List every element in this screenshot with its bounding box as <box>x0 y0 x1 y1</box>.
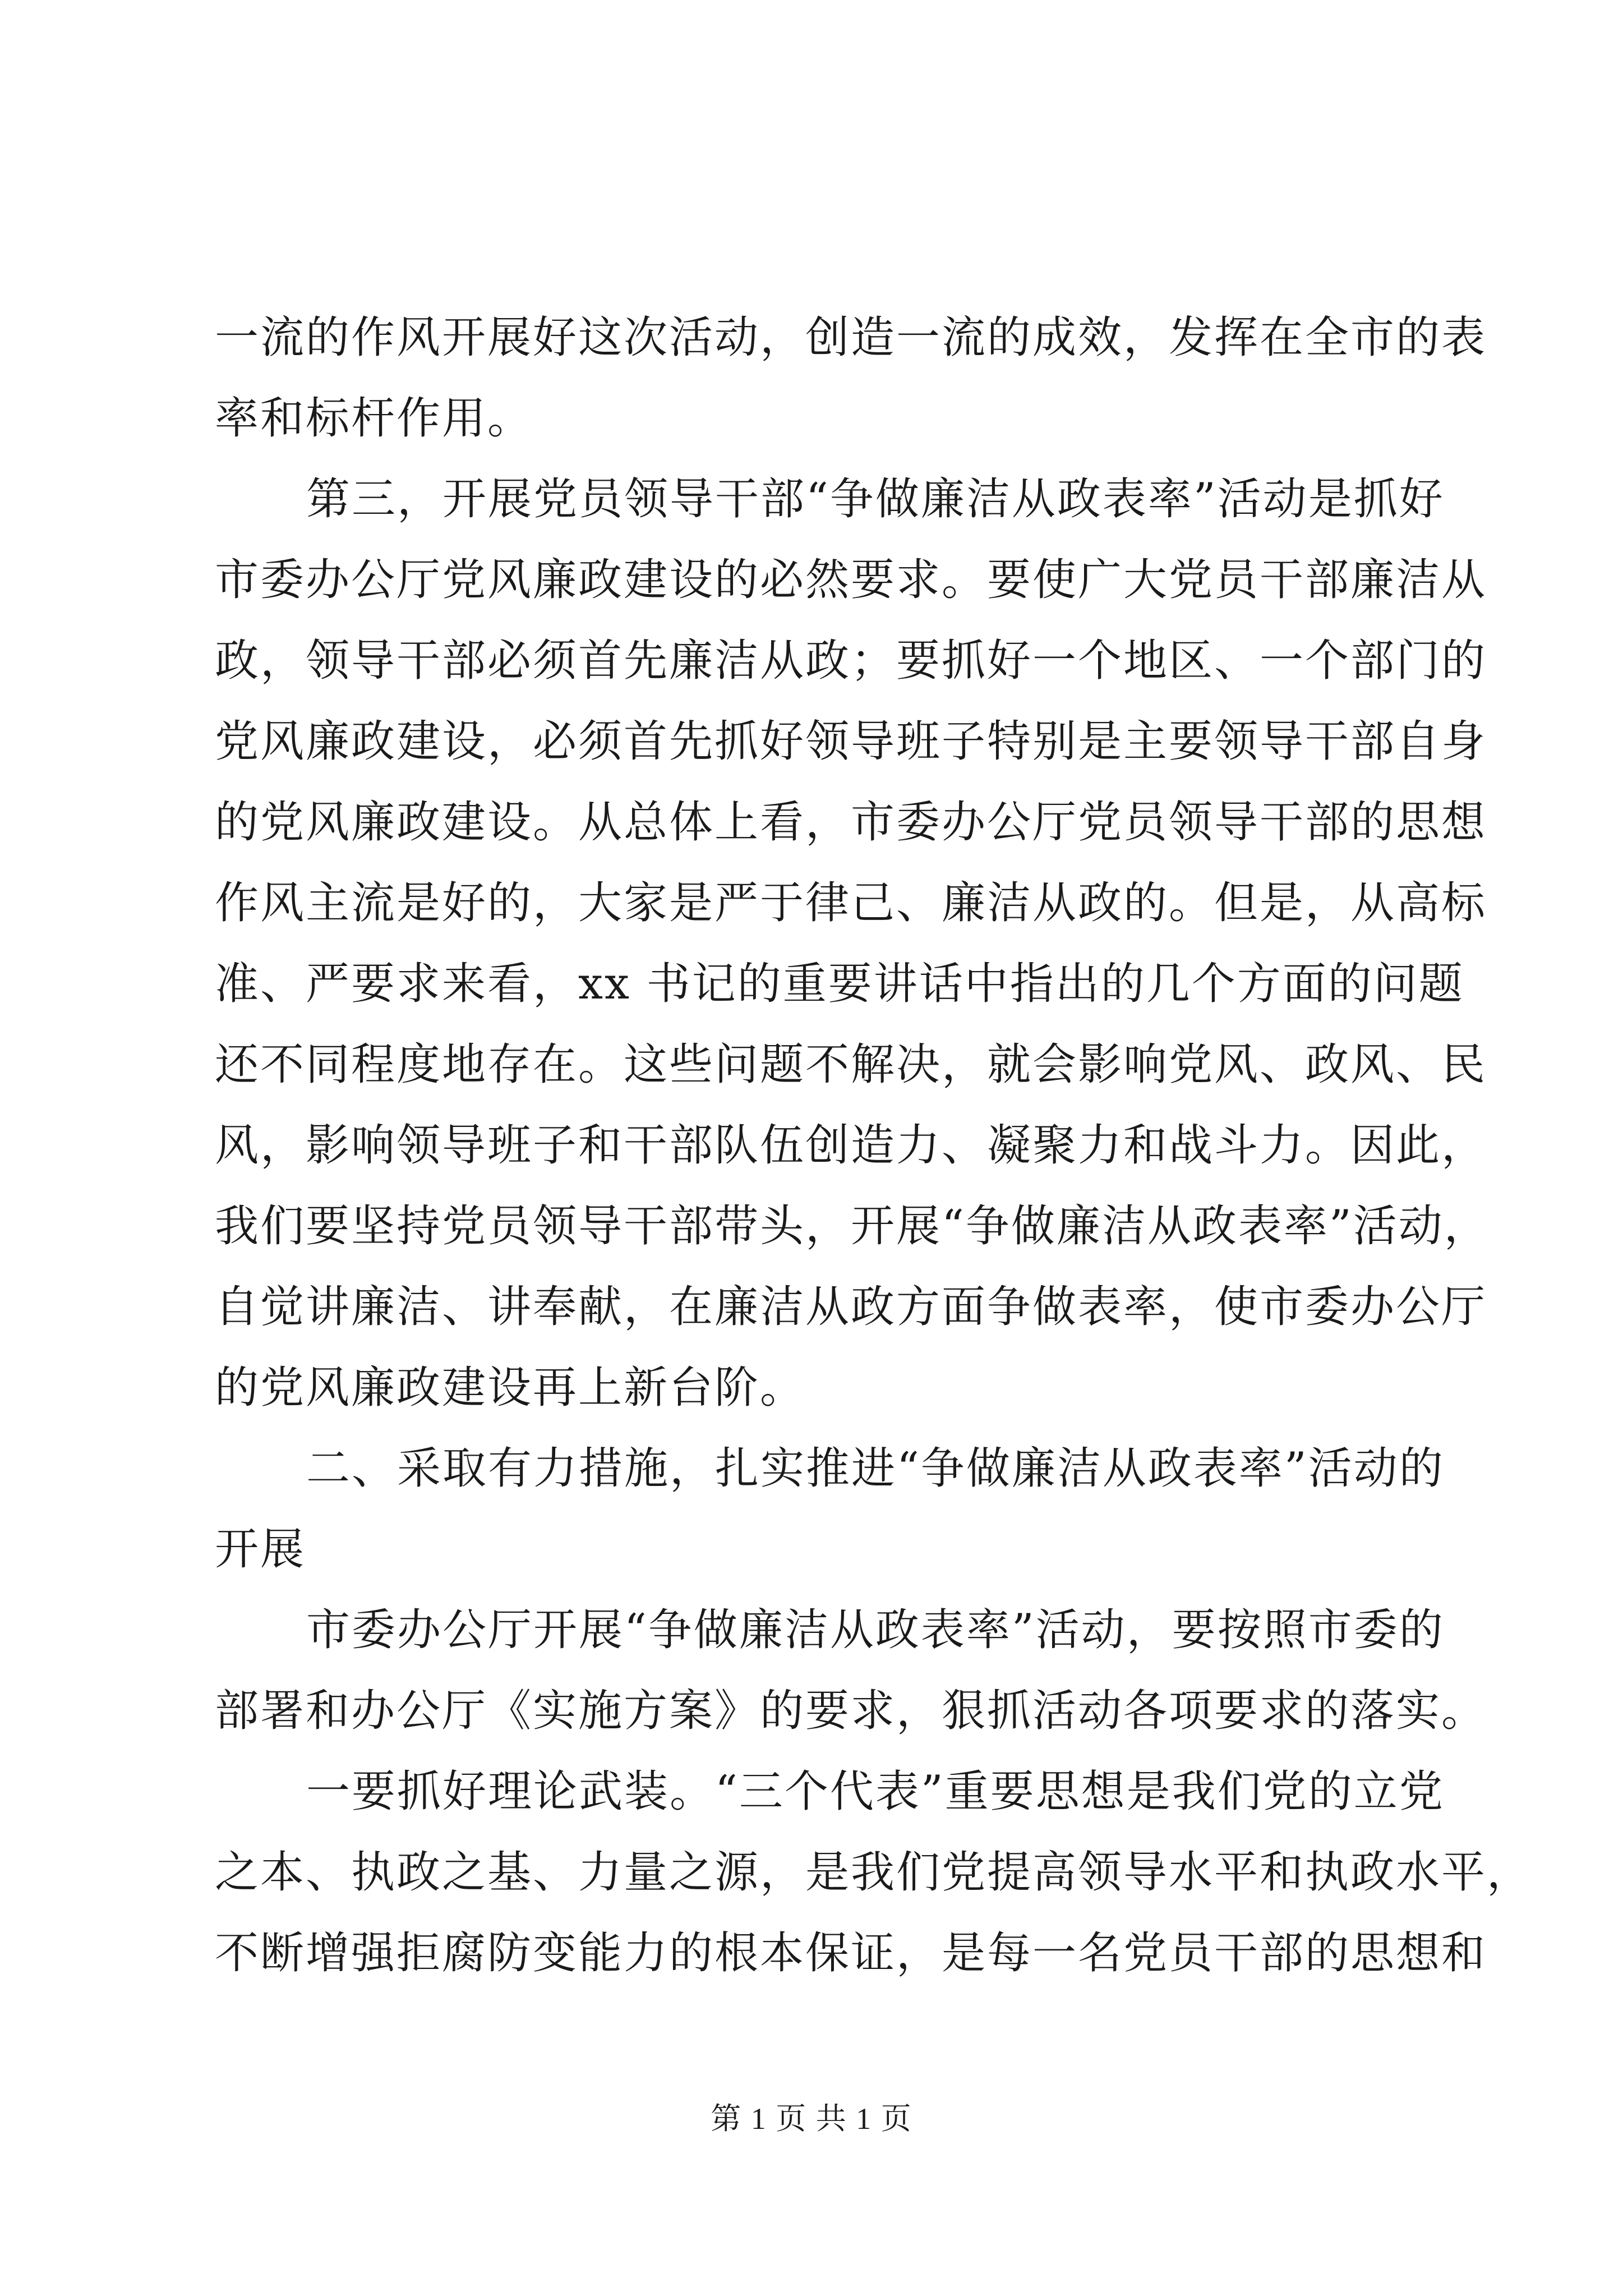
text-line: 政，领导干部必须首先廉洁从政；要抓好一个地区、一个部门的 <box>215 636 1487 686</box>
text-line: 第三，开展党员领导干部“争做廉洁从政表率”活动是抓好 <box>306 474 1445 524</box>
text-line: 作风主流是好的，大家是严于律己、廉洁从政的。但是，从高标 <box>215 878 1487 928</box>
section-heading: 二、采取有力措施，扎实推进“争做廉洁从政表率”活动的 <box>306 1443 1445 1494</box>
text-line: 的党风廉政建设。从总体上看，市委办公厅党员领导干部的思想 <box>215 797 1487 848</box>
text-line: 准、严要求来看，xx 书记的重要讲话中指出的几个方面的问题 <box>215 959 1464 1009</box>
text-line: 之本、执政之基、力量之源，是我们党提高领导水平和执政水平， <box>215 1847 1533 1898</box>
text-line: 自觉讲廉洁、讲奉献，在廉洁从政方面争做表率，使市委办公厅 <box>215 1282 1487 1332</box>
text-line: 市委办公厅党风廉政建设的必然要求。要使广大党员干部廉洁从 <box>215 555 1487 605</box>
page-number-footer: 第 1 页 共 1 页 <box>711 2102 912 2136</box>
text-line: 部署和办公厅《实施方案》的要求，狠抓活动各项要求的落实。 <box>215 1686 1487 1736</box>
text-line: 率和标杆作用。 <box>215 393 533 444</box>
text-line: 一流的作风开展好这次活动，创造一流的成效，发挥在全市的表 <box>215 312 1487 363</box>
text-line: 不断增强拒腐防变能力的根本保证，是每一名党员干部的思想和 <box>215 1928 1487 1978</box>
text-line: 风，影响领导班子和干部队伍创造力、凝聚力和战斗力。因此， <box>215 1120 1487 1171</box>
text-line: 一要抓好理论武装。“三个代表”重要思想是我们党的立党 <box>306 1766 1445 1817</box>
section-heading: 开展 <box>215 1524 306 1575</box>
text-line: 的党风廉政建设再上新台阶。 <box>215 1363 806 1413</box>
text-line: 党风廉政建设，必须首先抓好领导班子特别是主要领导干部自身 <box>215 716 1487 767</box>
text-line: 还不同程度地存在。这些问题不解决，就会影响党风、政风、民 <box>215 1039 1487 1090</box>
text-line: 市委办公厅开展“争做廉洁从政表率”活动，要按照市委的 <box>306 1605 1445 1655</box>
body-text <box>215 297 1533 1994</box>
text-line: 我们要坚持党员领导干部带头，开展“争做廉洁从政表率”活动， <box>215 1201 1490 1251</box>
